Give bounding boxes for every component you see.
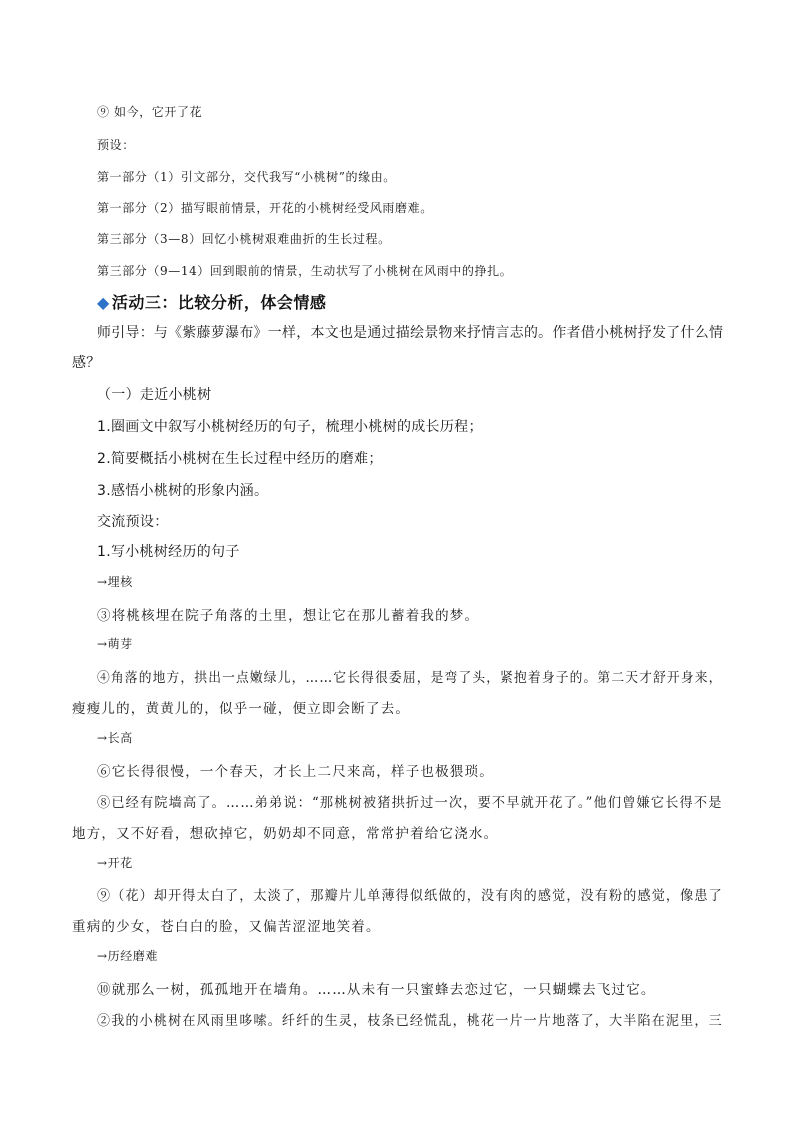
text-line: 瘦瘦儿的，黄黄儿的，似乎一碰，便立即会断了去。 xyxy=(72,701,411,717)
text-line: ⑨ 如今，它开了花 xyxy=(97,105,203,119)
text-line: ③将桃核埋在院子角落的土里，想让它在那儿蓄着我的梦。 xyxy=(97,608,480,624)
text-line: 1.圈画文中叙写小桃树经历的句子，梳理小桃树的成长历程； xyxy=(97,419,483,435)
text-line: ⑧已经有院墙高了。……弟弟说：“那桃树被猪拱折过一次，要不早就开花了。”他们曾嫌它长得不是 xyxy=(97,795,723,811)
text-line: 第一部分（1）引文部分，交代我写“小桃树”的缘由。 xyxy=(97,170,396,184)
text-line: 1.写小桃树经历的句子 xyxy=(97,544,240,560)
text-line: 2.简要概括小桃树在生长过程中经历的磨难； xyxy=(97,451,383,467)
section-heading: ◆ 活动三：比较分析，体会情感 xyxy=(97,293,327,312)
text-line: 交流预设： xyxy=(97,514,169,530)
text-line: →开花 xyxy=(97,856,133,870)
text-line: 第一部分（2）描写眼前情景，开花的小桃树经受风雨磨难。 xyxy=(97,201,433,215)
text-line: →历经磨难 xyxy=(97,949,159,963)
text-line: 重病的少女，苍白白的脸，又偏苦涩涩地笑着。 xyxy=(72,919,381,935)
text-line: ⑥它长得很慢，一个春天，才长上二尺来高，样子也极猥琐。 xyxy=(97,764,494,780)
text-line: ②我的小桃树在风雨里哆嗦。纤纤的生灵，枝条已经慌乱，桃花一片一片地落了，大半陷在泥里，三 xyxy=(97,1013,723,1029)
text-line: →萌芽 xyxy=(97,637,133,651)
text-line: 第三部分（3—8）回忆小桃树艰难曲折的生长过程。 xyxy=(97,232,391,246)
text-line: 第三部分（9—14）回到眼前的情景，生动状写了小桃树在风雨中的挣扎。 xyxy=(97,264,513,278)
text-line: （一）走近小桃树 xyxy=(97,387,212,403)
text-line: 感？ xyxy=(72,355,101,371)
diamond-bullet-icon: ◆ xyxy=(97,293,110,312)
text-line: →埋核 xyxy=(97,575,133,589)
text-line: ⑩就那么一树，孤孤地开在墙角。……从未有一只蜜蜂去恋过它，一只蝴蝶去飞过它。 xyxy=(97,982,656,998)
text-line: 预设： xyxy=(97,138,135,152)
text-line: 3.感悟小桃树的形象内涵。 xyxy=(97,483,269,499)
text-line: 地方，又不好看，想砍掉它，奶奶却不同意，常常护着给它浇水。 xyxy=(72,826,499,842)
text-line: →长高 xyxy=(97,731,133,745)
text-line: 师引导：与《紫藤萝瀑布》一样，本文也是通过描绘景物来抒情言志的。作者借小桃树抒发了什么情 xyxy=(97,325,724,341)
text-line: ④角落的地方，拱出一点嫩绿儿，……它长得很委屈，是弯了头，紧抱着身子的。第二天才舒开身来， xyxy=(97,670,723,686)
text-line: ⑨（花）却开得太白了，太淡了，那瓣片儿单薄得似纸做的，没有肉的感觉，没有粉的感觉，像患了 xyxy=(97,888,723,904)
